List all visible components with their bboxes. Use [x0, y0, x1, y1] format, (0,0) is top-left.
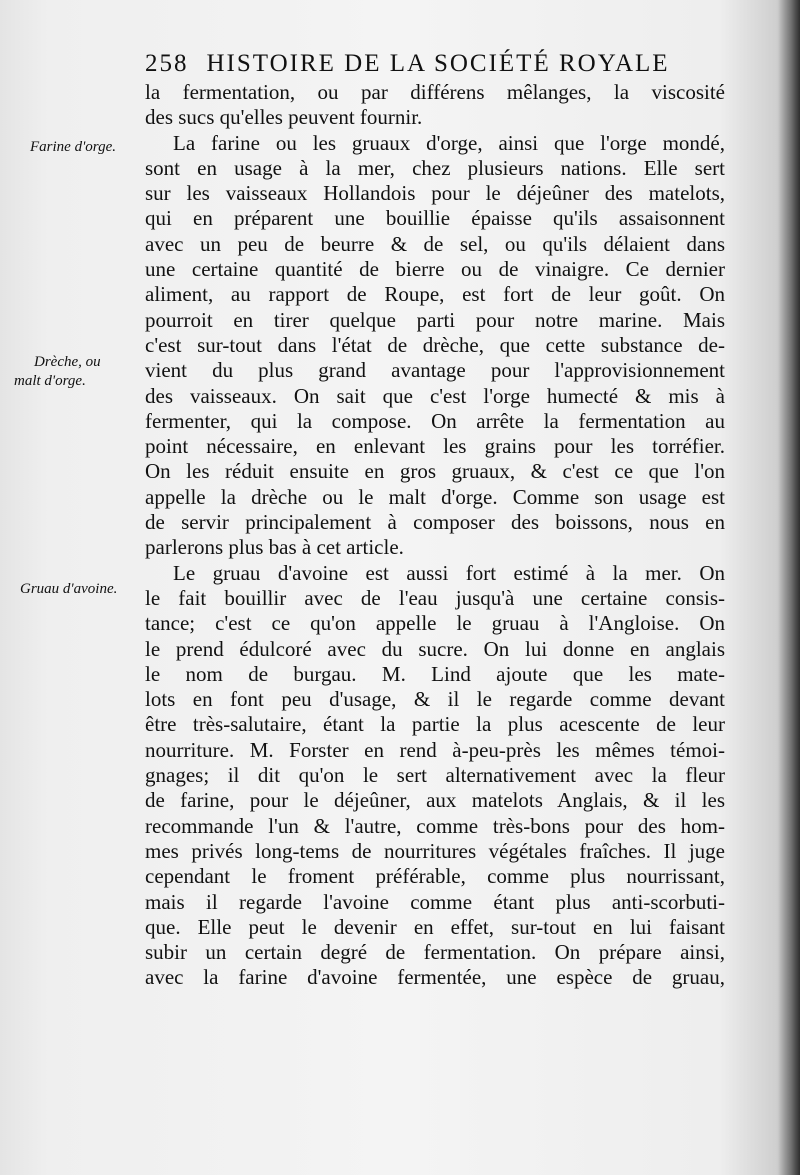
running-header [145, 50, 725, 78]
text-line: le fait bouillir avec de l'eau jusqu'à une certaine consis- [145, 585, 725, 610]
page-number: 258 [145, 50, 189, 77]
text-line: La farine ou les gruaux d'orge, ainsi que l'orge mondé, [173, 130, 725, 155]
text-line: Le gruau d'avoine est aussi fort estimé à la mer. On [173, 560, 725, 585]
page-edge-shadow [778, 0, 800, 1175]
text-line: subir un certain degré de fermentation. On prépare ainsi, [145, 940, 725, 965]
text-line: mes privés long-tems de nourritures végétales fraîches. Il juge [145, 838, 725, 863]
text-line: nourriture. M. Forster en rend à-peu-près les mêmes témoi- [145, 737, 725, 762]
text-line: sont en usage à la mer, chez plusieurs nations. Elle sert [145, 155, 725, 180]
margin-note: Farine d'orge. [30, 139, 116, 155]
text-line: On les réduit ensuite en gros gruaux, & c'est ce que l'on [145, 459, 725, 484]
text-line: tance; c'est ce qu'on appelle le gruau à l'Angloise. On [145, 611, 725, 636]
text-line: vient du plus grand avantage pour l'approvisionnement [145, 358, 725, 383]
body-text [145, 80, 725, 991]
text-line: mais il regarde l'avoine comme étant plus anti-scorbuti- [145, 889, 725, 914]
running-title: HISTOIRE DE LA SOCIÉTÉ ROYALE [206, 50, 670, 77]
text-line: une certaine quantité de bierre ou de vinaigre. Ce dernier [145, 257, 725, 282]
text-line: que. Elle peut le devenir en effet, sur-tout en lui faisant [145, 914, 725, 939]
text-line: gnages; il dit qu'on le sert alternativement avec la fleur [145, 763, 725, 788]
text-line: de servir principalement à composer des boissons, nous en [145, 510, 725, 535]
text-line: le prend édulcoré avec du sucre. On lui donne en anglais [145, 636, 725, 661]
margin-note: Gruau d'avoine. [20, 581, 118, 597]
text-line: pourroit en tirer quelque parti pour notre marine. Mais [145, 307, 725, 332]
text-line: avec la farine d'avoine fermentée, une espèce de gruau, [145, 965, 725, 990]
text-line: de farine, pour le déjeûner, aux matelots Anglais, & il les [145, 788, 725, 813]
text-line: parlerons plus bas à cet article. [145, 535, 404, 560]
text-line: sur les vaisseaux Hollandois pour le déjeûner des matelots, [145, 181, 725, 206]
text-line: c'est sur-tout dans l'état de drèche, que cette substance de- [145, 332, 725, 357]
text-line: cependant le froment préférable, comme plus nourrissant, [145, 864, 725, 889]
text-line: recommande l'un & l'autre, comme très-bons pour des hom- [145, 813, 725, 838]
text-line: le nom de burgau. M. Lind ajoute que les mate- [145, 661, 725, 686]
text-line: appelle la drèche ou le malt d'orge. Comme son usage est [145, 484, 725, 509]
text-line: des vaisseaux. On sait que c'est l'orge humecté & mis à [145, 383, 725, 408]
margin-note: malt d'orge. [14, 373, 86, 389]
text-line: qui en préparent une bouillie épaisse qu'ils assaisonnent [145, 206, 725, 231]
text-line: être très-salutaire, étant la partie la plus acescente de leur [145, 712, 725, 737]
text-line: avec un peu de beurre & de sel, ou qu'ils délaient dans [145, 231, 725, 256]
text-line: aliment, au rapport de Roupe, est fort de leur goût. On [145, 282, 725, 307]
text-line: des sucs qu'elles peuvent fournir. [145, 105, 423, 130]
text-line: lots en font peu d'usage, & il le regarde comme devant [145, 687, 725, 712]
text-line: fermenter, qui la compose. On arrête la fermentation au [145, 408, 725, 433]
text-line: point nécessaire, en enlevant les grains pour les torréfier. [145, 434, 725, 459]
text-line: la fermentation, ou par différens mêlanges, la viscosité [145, 80, 725, 104]
margin-note: Drèche, ou [34, 354, 101, 370]
